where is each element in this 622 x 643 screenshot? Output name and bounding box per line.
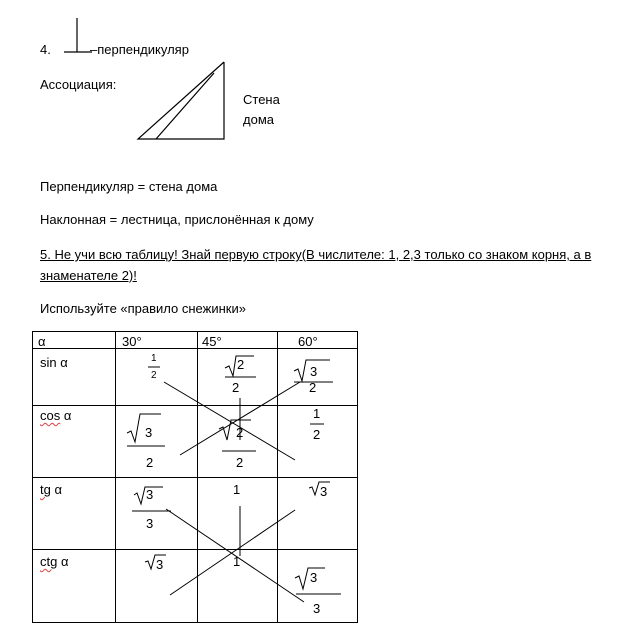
cos60-denominator: 2 bbox=[313, 427, 321, 442]
item5-line2: знаменателе 2)! bbox=[40, 268, 137, 283]
wall-label-line2: дома bbox=[243, 112, 274, 127]
sin60-denominator: 2 bbox=[309, 380, 317, 395]
header-alpha: α bbox=[38, 334, 46, 349]
perpendicular-label: –перпендикуляр bbox=[90, 42, 189, 57]
tg30-denominator: 3 bbox=[146, 516, 154, 531]
sin60-numerator: 3 bbox=[310, 364, 318, 379]
cos30-radical bbox=[127, 414, 161, 442]
snowflake-line-1 bbox=[164, 382, 295, 460]
row-label-ctg: ctg α bbox=[40, 554, 69, 569]
row-label-sin: sin α bbox=[40, 355, 68, 370]
ctg60-numerator: 3 bbox=[310, 570, 318, 585]
tg60-value: 3 bbox=[320, 484, 328, 499]
cos30-numerator: 3 bbox=[145, 425, 153, 440]
tg45-value: 1 bbox=[233, 482, 241, 497]
row-label-tg: tg α bbox=[40, 482, 62, 497]
item-number-4: 4. bbox=[40, 42, 51, 57]
wall-label-line1: Стена bbox=[243, 92, 280, 107]
header-30: 30° bbox=[122, 334, 142, 349]
row-label-cos: cos α bbox=[40, 408, 72, 423]
item5-line1: 5. Не учи всю таблицу! Знай первую строку(В числителе: 1, 2,3 только со знаком корня, а в bbox=[40, 247, 592, 262]
snowflake-line-6 bbox=[170, 510, 295, 595]
ctg45-value: 1 bbox=[233, 554, 241, 569]
sin45-denominator: 2 bbox=[232, 380, 240, 395]
snowflake-line-2 bbox=[180, 382, 300, 455]
association-label: Ассоциация: bbox=[40, 77, 117, 92]
header-45: 45° bbox=[202, 334, 222, 349]
perpendicular-definition: Перпендикуляр = стена дома bbox=[40, 179, 218, 194]
sin30-numerator: 1 bbox=[151, 353, 157, 364]
inclined-definition: Наклонная = лестница, прислонённая к дому bbox=[40, 212, 314, 227]
sin30-denominator: 2 bbox=[151, 370, 157, 381]
cos45-radical bbox=[219, 420, 251, 440]
sin45-numerator: 2 bbox=[237, 357, 245, 372]
cos30-denominator: 2 bbox=[146, 455, 154, 470]
ctg30-value: 3 bbox=[156, 557, 164, 572]
cos45-numerator: 2 bbox=[236, 425, 244, 440]
snowflake-rule-text: Используйте «правило снежинки» bbox=[40, 301, 246, 316]
tg30-numerator: 3 bbox=[146, 487, 154, 502]
ctg60-denominator: 3 bbox=[313, 601, 321, 616]
cos45-denominator: 2 bbox=[236, 455, 244, 470]
header-60: 60° bbox=[298, 334, 318, 349]
cos60-numerator: 1 bbox=[313, 406, 321, 421]
